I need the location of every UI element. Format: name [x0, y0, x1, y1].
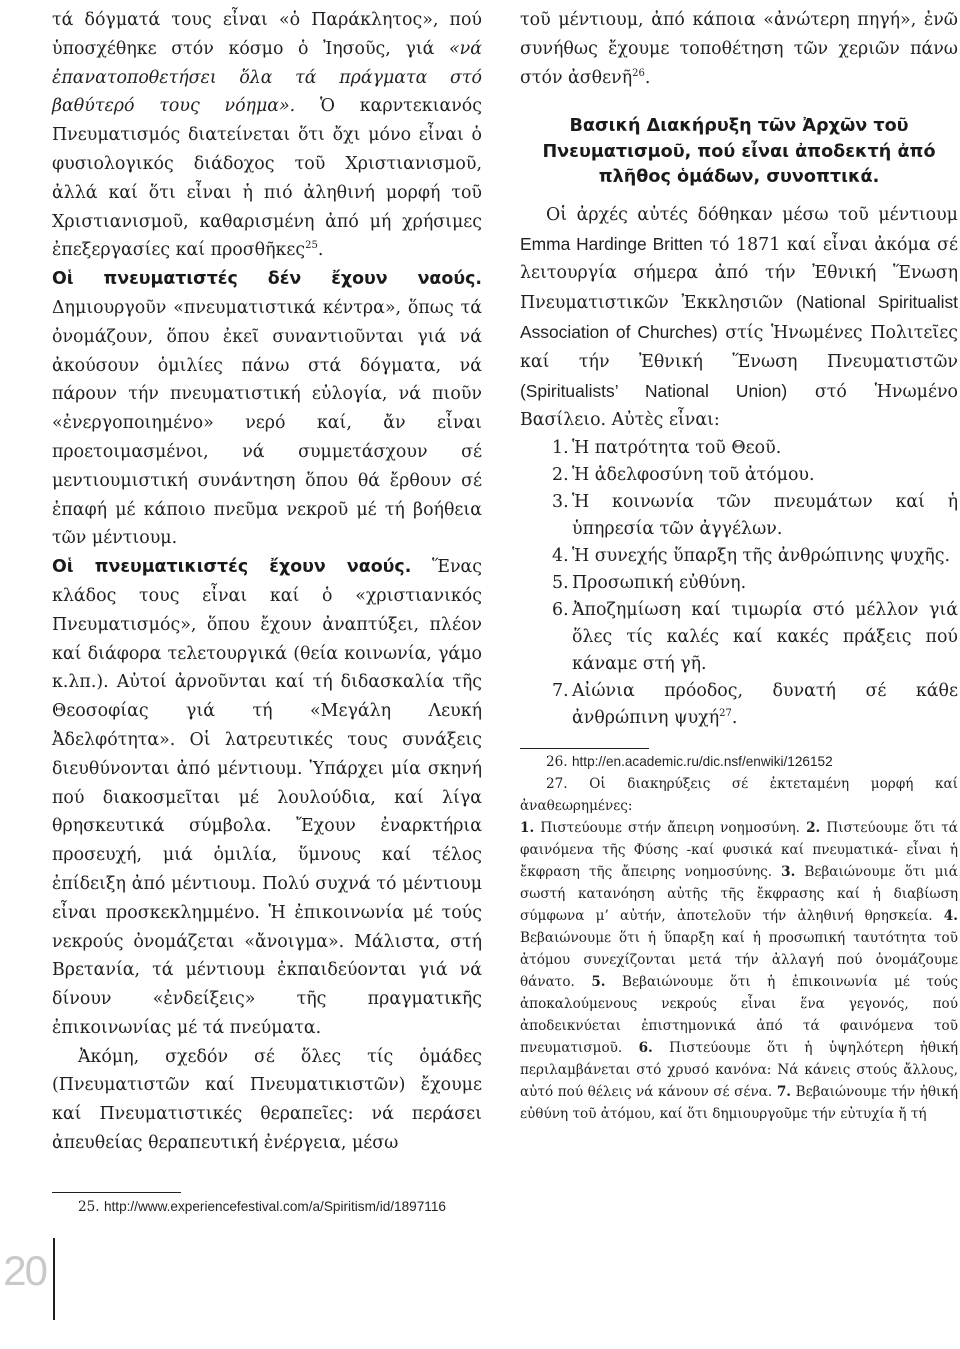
footnote-27: 27. Οἱ διακηρύξεις σέ ἐκτεταμένη μορφή καί ἀναθεωρημένες: [520, 776, 958, 815]
list-item: 6. Ἀποζημίωση καί τιμωρία στό μέλλον γιά ὅλες τίς καλές καί κακές πράξεις πού κάναμε στή γῆ. [552, 600, 958, 675]
list-item: 3. Ἡ κοινωνία τῶν πνευμάτων καί ἡ ὑπηρεσία τῶν ἀγγέλων. [552, 492, 958, 540]
paragraph-kardec-spiritism: τά δόγματά τους εἶναι «ὁ Παράκλητος», πού ὑποσχέθηκε στόν κόσμο ὁ Ἰησοῦς, γιά «νά ἐπανατοποθετήσει ὅλα τά πράγματα στό βαθύτερό τους νόημα». Ὁ καρντεκιανός Πνευματισμός διατείνεται ὅτι ὄχι μόνο εἶναι ὁ φυσιολογικός διάδοχος τοῦ Χριστιανισμοῦ, ἀλλά καί ὅτι εἶναι ἡ πιό ἀληθινή μορφή τοῦ Χριστιανισμοῦ, καθαρισμένη ἀπό μή χρήσιμες ἐπεξεργασίες καί προσθῆκες$^{25}$. [52, 10, 482, 261]
italic-quote: «νά ἐπανατοποθετήσει ὅλα τά πράγματα στό βαθύτερό τους νόημα». [52, 38, 482, 117]
paragraph-continuation: τοῦ μέντιουμ, ἀπό κάποια «ἀνώτερη πηγή», ἐνῶ συνήθως ἔχουμε τοποθέτηση τῶν χεριῶν πάνω στόν ἀσθενῆ$^{26}$. [520, 10, 958, 88]
footnote-26: 26. http://en.academic.ru/dic.nsf/enwiki/126152 [546, 754, 833, 771]
paragraph-spiritists-no-temples: Οἱ πνευματιστές δέν ἔχουν ναούς. Δημιουργοῦν «πνευματιστικά κέντρα», ὅπως τά ὀνομάζουν, ὅπου ἐκεῖ συναντιοῦνται γιά νά ἀκούσουν ὁμιλίες πάνω στά δόγματα, νά πάρουν τήν πνευματιστική εὐλογία, νά πιοῦν «ἐνεργοποιημένο» νερό καί, ἄν εἶναι προετοιμασμένοι, νά συμμετάσχουν σέ μεντιουμιστική συνάντηση ὅπου θά ἔρθουν σέ ἐπαφή μέ κάποιο πνεῦμα νεκροῦ μέ τή βοήθεια τῶν μέντιουμ. [52, 269, 482, 549]
paragraph-principles-intro: Οἱ ἀρχές αὐτές δόθηκαν μέσω τοῦ μέντιουμ Emma Hardinge Britten τό 1871 καί εἶναι ἀκόμα σέ λειτουργία σήμερα ἀπό τήν Ἐθνική Ἕνωση Πνευματιστικῶν Ἐκκλησιῶν (National Spiritualist Association of Churches) στίς Ἡνωμένες Πολιτεῖες καί τήν Ἐθνική Ἕνωση Πνευματιστῶν (Spiritualists’ National Union) στό Ἡνωμένο Βασίλειο. Αὐτὲς εἶναι: [520, 204, 958, 431]
run-in-heading: Οἱ πνευματικιστές ἔχουν ναούς. [52, 557, 412, 578]
footnote-ref-27[interactable]: 27 [719, 708, 732, 720]
footnote-25: 25. http://www.experiencefestival.com/a/Spiritism/id/1897116 [78, 1198, 446, 1215]
list-item: 1. Ἡ πατρότητα τοῦ Θεοῦ. [552, 438, 782, 459]
footnote-ref-25[interactable]: 25 [305, 240, 318, 252]
footnote-link[interactable]: http://en.academic.ru/dic.nsf/enwiki/126152 [571, 754, 833, 770]
footnote-ref-26[interactable]: 26 [632, 67, 645, 79]
organization-name: (National Spiritualist Association of Churches) [520, 292, 958, 343]
right-column [520, 0, 958, 1125]
organization-name: (Spiritualists’ National Union) [520, 380, 788, 401]
list-item: 5. Προσωπική εὐθύνη. [552, 573, 747, 594]
list-item: 7. Αἰώνια πρόοδος, δυνατή σέ κάθε ἀνθρώπινη ψυχή$^{27}$. [552, 681, 958, 729]
list-item: 4. Ἡ συνεχής ὕπαρξη τῆς ἀνθρώπινης ψυχῆς. [552, 546, 950, 567]
footnote-link[interactable]: http://www.experiencefestival.com/a/Spiritism/id/1897116 [103, 1198, 446, 1214]
principles-list [520, 435, 958, 732]
paragraph-spiritualists-temples: Οἱ πνευματικιστές ἔχουν ναούς. Ἕνας κλάδος τους εἶναι καί ὁ «χριστιανικός Πνευματισμός», ὅπου ἔχουν ἀναπτύξει, πλέον καί διάφορα τελετουργικά (θεία κοινωνία, γάμο κ.λπ.). Αὐτοί ἀρνοῦνται καί τή διδασκαλία τῆς Θεοσοφίας γιά τή «Μεγάλη Λευκή Ἀδελφότητα». Οἱ λατρευτικές τους συνάξεις διευθύνονται ἀπό μέντιουμ. Ὑπάρχει μία σκηνή πού διακοσμεῖται μέ λουλούδια, καί λίγα θρησκευτικά σύμβολα. Ἔχουν ἐναρκτήρια προσευχή, μιά ὁμιλία, ὕμνους καί τέλος ἐπίδειξη ἀπό μέντιουμ. Πολύ συχνά τό μέντιουμ εἶναι προσκεκλημμένο. Ἡ ἐπικοινωνία μέ τούς νεκρούς ὀνομάζεται «ἄνοιγμα». Μάλιστα, στή Βρετανία, τά μέντιουμ ἐκπαιδεύονται γιά νά δίνουν «ἐνδείξεις» τῆς πραγματικῆς ἐπικοινωνίας μέ τά πνεύματα. [52, 557, 483, 1038]
page-number-divider [53, 1238, 55, 1320]
page-number: 20 [3, 1247, 46, 1294]
footnote-27-list: 1. Πιστεύουμε στήν ἄπειρη νοημοσύνη. 2. Πιστεύουμε ὅτι τά φαινόμενα τῆς Φύσης -καί φυσικά καί πνευματικά- εἶναι ἡ ἔκφραση τῆς ἄπειρης νοημοσύνης. 3. Βεβαιώνουμε ὅτι μιά σωστή κατανόηση αὐτῆς τῆς ἔκφρασης καί ἡ διαβίωση σύμφωνα μ’ αὐτήν, ἀποτελοῦν τήν ἀληθινή θρησκεία. 4. Βεβαιώνουμε ὅτι ἡ ὕπαρξη καί ἡ προσωπική ταυτότητα τοῦ ἀτόμου συνεχίζονται μετά τήν ἀλλαγή πού ὀνομάζουμε θάνατο. 5. Βεβαιώνουμε ὅτι ἡ ἐπικοινωνία μέ τούς ἀποκαλούμενους νεκρούς εἶναι ἕνα γεγονός, πού ἀποδεικνύεται ἐπιστημονικά ἀπό τά φαινόμενα τοῦ πνευματισμοῦ. 6. Πιστεύουμε ὅτι ἡ ὑψηλότερη ἠθική περιλαμβάνεται στό χρυσό κανόνα: Νά κάνεις στούς ἄλλους, αὐτό πού θέλεις νά κάνουν σέ σένα. 7. Βεβαιώνουμε τήν ἠθική εὐθύνη τοῦ ἀτόμου, καί ὅτι δημιουργοῦμε τήν εὐτυχία ἤ τή [520, 820, 959, 1123]
section-heading: Βασική Διακήρυξη τῶν Ἀρχῶν τοῦ Πνευματισμοῦ, πού εἶναι ἀποδεκτή ἀπό πλῆθος ὁμάδων, συνοπτικά. [542, 116, 936, 188]
run-in-heading: Οἱ πνευματιστές δέν ἔχουν ναούς. [52, 269, 482, 290]
person-name: Emma Hardinge Britten [520, 233, 703, 254]
paragraph-healing: Ἀκόμη, σχεδόν σέ ὅλες τίς ὁμάδες (Πνευματιστῶν καί Πνευματικιστῶν) ἔχουμε καί Πνευματιστικές θεραπεῖες: νά περάσει ἀπευθείας θεραπευτική ἐνέργεια, μέσω [52, 1046, 482, 1154]
left-column [52, 0, 482, 1218]
list-item: 2. Ἡ ἀδελφοσύνη τοῦ ἀτόμου. [552, 465, 815, 486]
